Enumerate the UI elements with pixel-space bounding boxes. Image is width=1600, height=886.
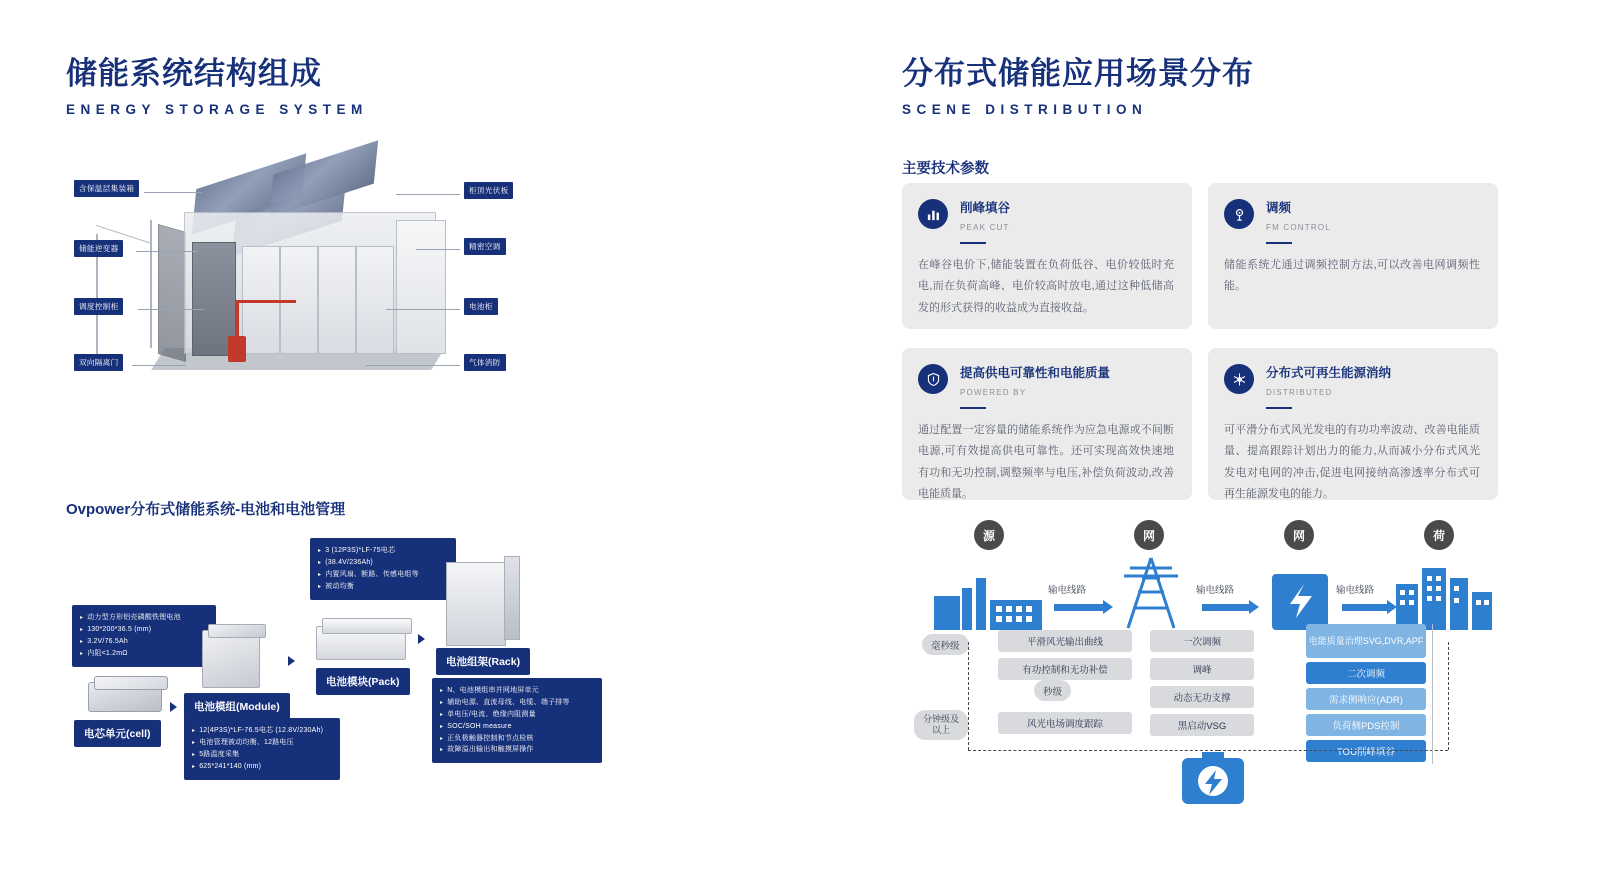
spec-cell-line-2: ▸ 130*200*36.5 (mm)	[80, 624, 208, 636]
flow-dashed-vert-left	[968, 642, 969, 750]
battery-chain-diagram	[66, 530, 586, 820]
spec-box-module	[184, 718, 340, 780]
flow-node-grid-2: 网	[1284, 520, 1314, 550]
flow-pill-peak-shaving: 调峰	[1150, 658, 1254, 680]
transmission-arrow-2	[1202, 604, 1250, 611]
flow-node-source: 源	[974, 520, 1004, 550]
stage-tag-rack: 电池组架(Rack)	[436, 648, 530, 675]
transmission-label-2: 输电线路	[1196, 585, 1235, 596]
level-badge-second: 秒级	[1034, 680, 1071, 701]
right-subtitle: SCENE DISTRIBUTION	[902, 102, 1148, 117]
flow-pill-dispatch-tracking: 风光电场调度跟踪	[998, 712, 1132, 734]
spec-pack-line-3: ▸ 内置风扇、断路、传感电组等	[318, 569, 448, 581]
flow-node-load: 荷	[1424, 520, 1454, 550]
flow-dashed-vert-right	[1448, 642, 1449, 750]
callout-dispatch: 调度控制柜	[74, 298, 123, 315]
leader-door	[132, 365, 186, 366]
transmission-label-3: 输电线路	[1336, 585, 1375, 596]
city-buildings-icon	[1396, 556, 1492, 630]
spec-pack-line-2: ▸ (38.4V/236Ah)	[318, 557, 448, 569]
flow-pill-secondary-fm: 二次调频	[1306, 662, 1426, 684]
cell-image-top	[94, 676, 168, 690]
precision-air-conditioner	[396, 220, 446, 354]
card-renewable-rule	[1266, 407, 1292, 409]
fire-cylinder	[228, 336, 246, 362]
frequency-icon	[1224, 199, 1254, 229]
level-badge-minute-label: 分钟级及 以上	[923, 714, 960, 735]
card-fm-control	[1208, 183, 1498, 329]
transmission-arrow-1	[1054, 604, 1104, 611]
transmission-arrow-3	[1342, 604, 1388, 611]
substation-icon	[1268, 564, 1332, 630]
callout-fire: 气体消防	[464, 354, 506, 371]
leader-inverter	[136, 251, 198, 252]
card-power-quality-rule	[960, 407, 986, 409]
spec-rack-line-6: ▸ 故障溢出输出和触摸屏操作	[440, 744, 594, 756]
leader-battery-cabinet	[386, 309, 460, 310]
gas-fire-suppression-pipe-h	[236, 300, 296, 303]
card-peak-cut-titles	[960, 199, 1010, 244]
battery-cabinet-4	[356, 246, 394, 354]
stage-tag-pack: 电池模块(Pack)	[316, 668, 410, 695]
card-peak-cut-en: PEAK CUT	[960, 223, 1010, 232]
leader-pv	[396, 194, 460, 195]
bar-chart-icon	[918, 199, 948, 229]
card-peak-cut-rule	[960, 242, 986, 244]
spec-cell-line-1: ▸ 动力型方形铝壳磷酸铁锂电池	[80, 612, 208, 624]
chain-arrow-module-pack	[288, 656, 295, 666]
spec-module-line-4: ▸ 625*241*140 (mm)	[192, 761, 332, 773]
flow-dashed-right	[1218, 750, 1448, 751]
spec-rack-line-5: ▸ 正负极触器控制和节点检核	[440, 733, 594, 745]
rack-image	[446, 562, 506, 646]
card-fm-control-rule	[1266, 242, 1292, 244]
energy-storage-container-illustration	[66, 150, 536, 400]
spec-rack-line-2: ▸ 辅助电源、直流母线、电缆、端子排等	[440, 697, 594, 709]
flow-pill-pds-control: 负荷侧PDS控制	[1306, 714, 1426, 736]
level-badge-minute	[914, 710, 968, 740]
callout-inverter: 储能逆变器	[74, 240, 123, 257]
flow-pill-dynamic-var: 动态无功支撑	[1150, 686, 1254, 708]
stage-tag-cell: 电芯单元(cell)	[74, 720, 161, 747]
card-power-quality-titles	[960, 364, 1110, 409]
flow-pill-smooth-output: 平滑风光输出曲线	[998, 630, 1132, 652]
card-renewable-header	[1224, 364, 1480, 409]
left-subtitle: ENERGY STORAGE SYSTEM	[66, 102, 368, 117]
spec-box-pack	[310, 538, 456, 600]
battery-chain-title: Ovpower分布式储能系统-电池和电池管理	[66, 501, 346, 518]
power-plant-icon	[934, 566, 1044, 630]
card-power-quality-title: 提高供电可靠性和电能质量	[960, 366, 1111, 380]
callout-hvac: 精密空调	[464, 238, 506, 255]
container-left-wall	[158, 224, 186, 362]
spec-module-line-3: ▸ 5路温度采集	[192, 749, 332, 761]
leader-insulation	[144, 192, 202, 193]
chain-arrow-pack-rack	[418, 634, 425, 644]
shield-icon	[918, 364, 948, 394]
transmission-label-1: 输电线路	[1048, 585, 1087, 596]
card-fm-control-title: 调频	[1266, 201, 1292, 215]
spec-pack-line-1: ▸ 3 (12P3S)*LF-75电芯	[318, 545, 448, 557]
transmission-tower-icon	[1116, 556, 1186, 630]
callout-battery-cabinet: 电池柜	[464, 298, 498, 315]
card-power-quality-body: 通过配置一定容量的储能系统作为应急电源或不间断电源,可有效提高供电可靠性。还可实现高效快速地有功和无功控制,调整频率与电压,补偿负荷波动,改善电能质量。	[918, 424, 1174, 501]
card-fm-control-en: FM CONTROL	[1266, 223, 1331, 232]
card-power-quality	[902, 348, 1192, 500]
leader-dispatch	[138, 309, 204, 310]
card-fm-control-titles	[1266, 199, 1331, 244]
level-badge-millisecond: 毫秒级	[922, 634, 969, 655]
flow-pill-power-quality-label: 电能质量治理SVG,DVR,APF	[1308, 635, 1424, 646]
flow-node-grid-1: 网	[1134, 520, 1164, 550]
module-image	[202, 630, 260, 688]
card-renewable-titles	[1266, 364, 1391, 409]
spec-box-rack	[432, 678, 602, 763]
card-peak-cut	[902, 183, 1192, 329]
spec-box-cell	[72, 605, 216, 667]
spec-pack-line-4: ▸ 被动均衡	[318, 581, 448, 593]
spec-rack-line-4: ▸ SOC/SOH measure	[440, 721, 594, 733]
flow-pill-black-start: 黑启动VSG	[1150, 714, 1254, 736]
card-fm-control-header	[1224, 199, 1480, 244]
battery-storage-icon	[1182, 752, 1244, 806]
module-image-top	[208, 624, 266, 638]
card-fm-control-body: 储能系统尤通过调频控制方法,可以改善电网调频性能。	[1224, 259, 1480, 293]
main-parameters-heading: 主要技术参数	[902, 161, 989, 177]
rack-image-side	[504, 556, 520, 640]
callout-insulation: 含保温层集装箱	[74, 180, 139, 197]
leader-fire	[366, 365, 460, 366]
scenario-flow-diagram	[902, 520, 1522, 830]
flow-rule-col3	[1432, 624, 1433, 764]
pack-image-top	[322, 618, 412, 634]
battery-cabinet-3	[318, 246, 356, 354]
left-section-heading	[66, 48, 368, 117]
flow-pill-primary-fm: 一次调频	[1150, 630, 1254, 652]
spec-cell-line-4: ▸ 内阻<1.2mΩ	[80, 648, 208, 660]
card-renewable-body: 可平滑分布式风光发电的有功功率波动、改善电能质量、提高跟踪计划出力的能力,从而减小分布式风光发电对电网的冲击,促进电网接纳高渗透率分布式可再生能源发电的能力。	[1224, 424, 1480, 501]
isolation-door-frame-right	[150, 220, 152, 349]
card-power-quality-header	[918, 364, 1174, 409]
card-peak-cut-body: 在峰谷电价下,储能装置在负荷低谷、电价较低时充电,而在负荷高峰、电价较高时放电,通过这种低储高发的形式获得的收益成为直接收益。	[918, 259, 1174, 314]
spec-rack-line-1: ▸ N、电池模组串并网地屏单元	[440, 685, 594, 697]
flow-pill-power-quality	[1306, 624, 1426, 658]
card-power-quality-en: POWERED BY	[960, 388, 1027, 397]
stage-tag-module: 电池模组(Module)	[184, 693, 290, 720]
spec-module-line-1: ▸ 12(4P3S)*LF-76.5电芯 (12.8V/230Ah)	[192, 725, 332, 737]
flow-pill-tou: TOU削峰填谷	[1306, 740, 1426, 762]
spec-rack-line-3: ▸ 单电压/电流、绝缘内阻测量	[440, 709, 594, 721]
flow-pill-active-reactive: 有功控制和无功补偿	[998, 658, 1132, 680]
card-peak-cut-header	[918, 199, 1174, 244]
right-section-heading	[902, 48, 1254, 117]
chain-arrow-cell-module	[170, 702, 177, 712]
callout-pv: 柜顶光伏板	[464, 182, 513, 199]
spec-cell-line-3: ▸ 3.2V/76.5Ah	[80, 636, 208, 648]
flow-pill-demand-response: 需求侧响应(ADR)	[1306, 688, 1426, 710]
right-title: 分布式储能应用场景分布	[902, 56, 1254, 91]
callout-door: 双向隔离门	[74, 354, 123, 371]
left-title: 储能系统结构组成	[66, 56, 322, 91]
card-peak-cut-title: 削峰填谷	[960, 201, 1011, 215]
card-renewable-en: DISTRIBUTED	[1266, 388, 1333, 397]
spec-module-line-2: ▸ 电池管理被动均衡、12路电压	[192, 737, 332, 749]
card-renewable	[1208, 348, 1498, 500]
card-renewable-title: 分布式可再生能源消纳	[1266, 366, 1392, 380]
snowflake-icon	[1224, 364, 1254, 394]
flow-dashed-left	[968, 750, 1218, 751]
leader-hvac	[416, 249, 460, 250]
